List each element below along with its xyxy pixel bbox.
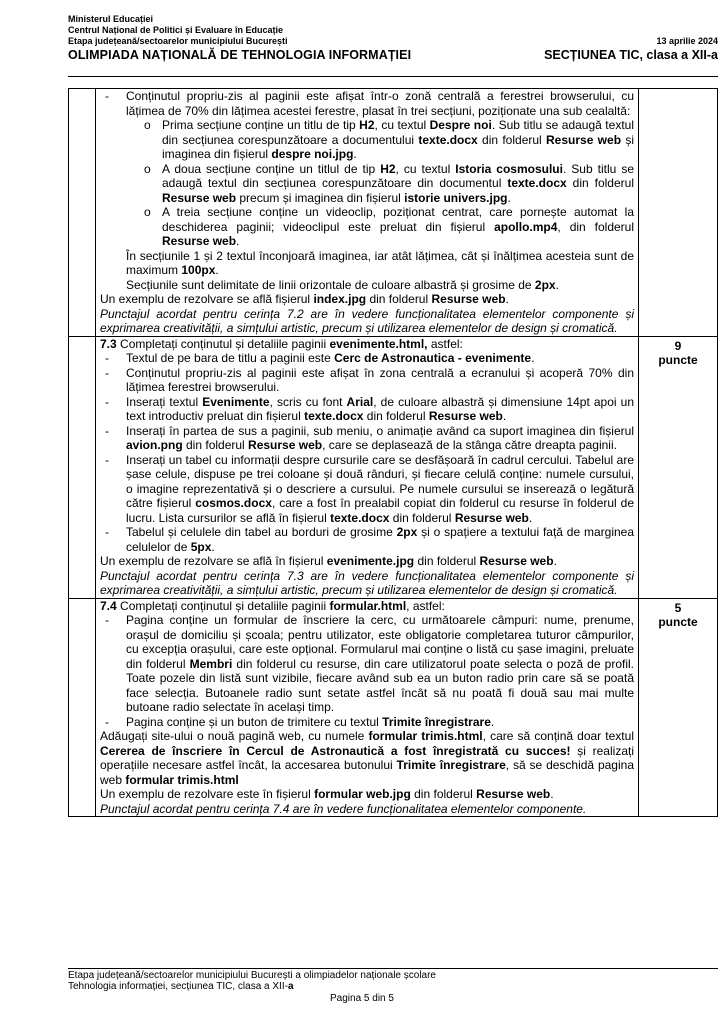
example-note: Un exemplu de rezolvare se află în fișierul evenimente.jpg din folderul Resurse web. — [100, 554, 557, 568]
list-item: - Conținutul propriu-zis al paginii este afișat în zona centrală a ecranului și acoperă 70% din lățimea ferestrei browserului. — [105, 365, 634, 394]
table-row — [69, 89, 718, 337]
example-note: Un exemplu de rezolvare se află fișierul index.jpg din folderul Resurse web. — [100, 292, 509, 306]
content-cell — [96, 598, 639, 817]
header-rule — [68, 76, 718, 77]
requirements-table — [68, 88, 718, 817]
points-cell — [639, 89, 718, 337]
table-row — [69, 336, 718, 598]
footer-rule — [68, 968, 718, 969]
olympiad-title: OLIMPIADA NAȚIONALĂ DE TEHNOLOGIA INFORMAȚIEI — [68, 48, 412, 62]
dash-icon: - — [105, 423, 109, 438]
paragraph: Secțiunile sunt delimitate de linii orizontale de culoare albastră și grosime de 2px. — [126, 277, 559, 292]
task-intro: 7.4 Completați conținutul și detaliile paginii formular.html, astfel: — [100, 598, 445, 613]
dash-icon: - — [105, 89, 109, 103]
dash-icon: - — [105, 452, 109, 467]
list-item: o A treia secțiune conține un videoclip, poziționat centrat, care pornește automat la deschiderea paginii; videoclipul este preluat din fișierul apollo.mp4, din folderul Resurse web. — [144, 205, 635, 248]
empty-cell — [69, 89, 96, 337]
example-note: Un exemplu de rezolvare este în fișierul formular web.jpg din folderul Resurse web. — [100, 787, 554, 801]
list-item: - Conținutul propriu-zis al paginii este afișat într-o zonă centrală a ferestrei browserului, cu lățimea de 70% din lățimea acestei ferestre, plasat în trei secțiuni, poziționate una sub cealaltă: — [105, 89, 634, 118]
footer-line-1: Etapa județeană/sectoarelor municipiului București a olimpiadelor naționale școlare — [68, 970, 436, 981]
list-item: - Pagina conține și un buton de trimitere cu textul Trimite înregistrare. — [105, 714, 495, 729]
list-item: - Tabelul și celulele din tabel au borduri de grosime 2px și o spațiere a textului față de marginea celulelor de 5px. — [105, 525, 635, 554]
list-item: - Inserați un tabel cu informații despre cursurile care se desfășoară în cadrul cercului. Tabelul are șase celule, dispuse pe trei coloane și două rânduri, și fiecare celulă conține: numele cursului, o imagine reprezentativă și o descriere a cursului. Pe numele cursului se inserează o legătură către fișierul cosmos.docx, care a fost în prealabil copiat din folderul cu resurse în folderul de lucru. Lista cursurilor se află în fișierul texte.docx din folderul Resurse web. — [105, 452, 634, 525]
center-name: Centrul Național de Politici și Evaluare în Educație — [68, 25, 284, 35]
task-intro: 7.3 Completați conținutul și detaliile paginii evenimente.html, astfel: — [100, 336, 463, 351]
stage-name: Etapa județeană/sectoarelor municipiului București — [68, 36, 288, 46]
list-item: - Inserați în partea de sus a paginii, sub meniu, o animație având ca suport imaginea din fișierul avion.png din folderul Resurse web, care se deplasează de la stânga către dreapta paginii. — [105, 423, 634, 452]
points-label: puncte — [658, 615, 698, 629]
footer-line-2: Tehnologia informației, secțiunea TIC, clasa a XII-a — [68, 981, 294, 992]
content-cell — [96, 89, 639, 337]
scoring-note: Punctajul acordat pentru cerința 7.2 are în vedere funcționalitatea elementelor componente și exprimarea creativității, a simțului artistic, precum și utilizarea elementelor de design și cromatică. — [100, 306, 634, 335]
dash-icon: - — [105, 714, 109, 729]
dash-icon: - — [105, 613, 109, 627]
page-number: Pagina 5 din 5 — [330, 993, 394, 1004]
circle-bullet-icon: o — [144, 161, 151, 176]
points-value: 9 — [674, 338, 682, 353]
scoring-note: Punctajul acordat pentru cerința 7.3 are în vedere funcționalitatea elementelor componente și exprimarea creativității, a simțului artistic, precum și utilizarea elementelor de design și cromatică. — [100, 568, 634, 597]
page-header — [68, 14, 718, 76]
content-cell — [96, 336, 639, 598]
points-label: puncte — [658, 353, 698, 367]
dash-icon: - — [105, 365, 109, 380]
points-cell — [639, 336, 718, 598]
ministry-name: Ministerul Educației — [68, 14, 154, 24]
exam-date: 13 aprilie 2024 — [656, 36, 718, 46]
list-item: o Prima secțiune conține un titlu de tip H2, cu textul Despre noi. Sub titlu se adaugă textul din secțiunea corespunzătoare a documentului texte.docx din folderul Resurse web și imaginea din fișierul despre noi.jpg. — [144, 118, 635, 161]
empty-cell — [69, 598, 96, 817]
dash-icon: - — [105, 394, 109, 409]
circle-bullet-icon: o — [144, 118, 151, 132]
list-item: - Inserați textul Evenimente, scris cu font Arial, de culoare albastră și dimensiune 14pt apoi un text introductiv preluat din fișierul texte.docx din folderul Resurse web. — [105, 394, 634, 423]
table-row — [69, 598, 718, 817]
paragraph: În secțiunile 1 și 2 textul înconjoară imaginea, iar atât lățimea, cât și înălțimea acesteia sunt de maximum 100px. — [126, 248, 634, 277]
paragraph: Adăugați site-ului o nouă pagină web, cu numele formular trimis.html, care să conțină doar textul Cererea de înscriere în Cercul de Astronautică a fost înregistrată cu succes! și realizați operațiile necesare astfel încât, la accesarea butonului Trimite înregistrare, să se deschidă pagina web formular trimis.html — [100, 729, 634, 787]
points-cell — [639, 598, 718, 817]
list-item: o A doua secțiune conține un titlul de tip H2, cu textul Istoria cosmosului. Sub titlu se adaugă textul din secțiunea corespunzătoare din documentul texte.docx din folderul Resurse web precum și imaginea din fișierul istorie univers.jpg. — [144, 161, 635, 205]
scoring-note: Punctajul acordat pentru cerința 7.4 are în vedere funcționalitatea elementelor componente. — [100, 801, 587, 816]
circle-bullet-icon: o — [144, 205, 151, 219]
list-item: - Pagina conține un formular de înscriere la cerc, cu următoarele câmpuri: nume, prenume, orașul de domiciliu și școala; pentru utilizator, este obligatorie completarea tuturor câmpurilor, cu excepția orașului, care este opțional. Formularul mai conține o listă cu șase imagini, preluate din folderul Membri din folderul cu resurse, din care utilizatorul poate selecta o poză de profil. Toate pozele din listă sunt vizibile, fiecare având sub ea un buton radio prin care să se poată face selecția. Butoanele radio sunt setate astfel încât să nu poată fi două sau mai multe butoane radio selectate în același timp. — [105, 613, 634, 714]
list-item: - Textul de pe bara de titlu a paginii este Cerc de Astronautica - evenimente. — [105, 351, 535, 365]
points-value: 5 — [674, 600, 682, 615]
empty-cell — [69, 336, 96, 598]
section-title: SECȚIUNEA TIC, clasa a XII-a — [544, 48, 718, 62]
dash-icon: - — [105, 525, 109, 539]
dash-icon: - — [105, 351, 109, 365]
